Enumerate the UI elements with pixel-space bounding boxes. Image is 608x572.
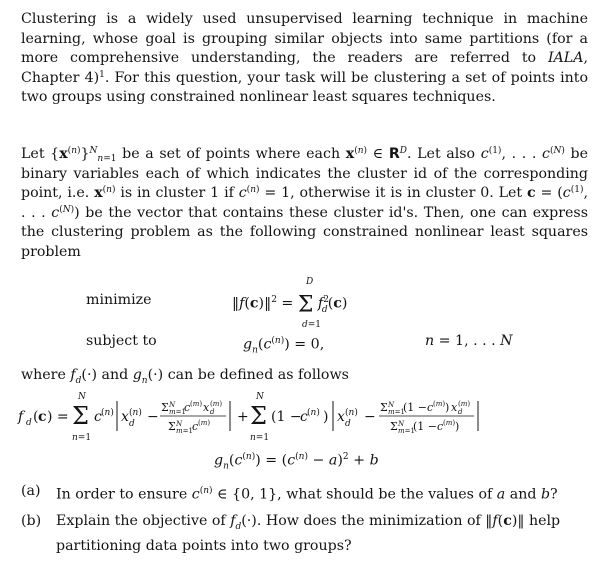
svg-text:(m): (m) [443, 419, 456, 427]
svg-text:(n): (n) [101, 408, 114, 418]
where-text-1: where [21, 367, 66, 383]
setup-text-1: Let [21, 146, 45, 162]
intro-text-2: , Chapter 4) [21, 50, 588, 86]
question-b-label: (b) [21, 513, 42, 529]
svg-text:): ) [323, 409, 329, 425]
svg-text:(1 −: (1 − [413, 420, 438, 433]
question-a: (a) In order to ensure $c^{(n)}$ ∈ {0, 1}, what should be the values of a and b? [21, 483, 558, 503]
where-text-2: and [101, 367, 129, 383]
fd-definition-equation [0, 386, 608, 448]
svg-text:(m): (m) [433, 400, 446, 408]
svg-text:(m): (m) [198, 419, 211, 427]
svg-text:c: c [184, 401, 191, 414]
where-line: where $f_d(\cdot)$ and $g_n(\cdot)$ can be defined as follows [21, 367, 349, 386]
subject-to-label: subject to [86, 333, 157, 349]
question-a-text-1: In order to ensure [56, 486, 188, 503]
setup-text-2: be a set of points where each [122, 146, 341, 162]
svg-text:d: d [26, 418, 32, 428]
svg-text:N: N [176, 420, 183, 428]
svg-text:Σ: Σ [72, 402, 89, 430]
svg-text:c: c [192, 420, 199, 433]
svg-text:N: N [169, 401, 176, 409]
svg-text:m=1: m=1 [176, 427, 193, 435]
svg-text:x: x [121, 409, 129, 425]
svg-text:x: x [203, 401, 210, 414]
question-b-text-1: Explain the objective of [56, 513, 226, 529]
svg-text:): ) [445, 401, 450, 414]
question-a-text-4: ? [550, 486, 558, 503]
svg-text:N: N [388, 401, 395, 409]
svg-text:Σ: Σ [168, 420, 176, 433]
constraint-range: n = 1, . . . N [425, 333, 513, 349]
question-a-label: (a) [21, 483, 41, 499]
svg-text:(1 −: (1 − [403, 401, 428, 414]
question-b-text-2: . How does the minimization of [256, 513, 481, 529]
minimize-label: minimize [86, 292, 152, 308]
svg-text:n=1: n=1 [250, 433, 270, 443]
svg-text:d: d [458, 408, 463, 416]
svg-text:N: N [256, 392, 264, 402]
svg-text:x: x [451, 401, 458, 414]
svg-text:(n): (n) [345, 408, 358, 418]
reference-iala: IALA [547, 50, 584, 66]
svg-text:Σ: Σ [380, 401, 388, 414]
svg-text:(: ( [33, 409, 39, 425]
objective-sum-upper: D [306, 277, 314, 287]
svg-text:n=1: n=1 [72, 433, 92, 443]
intro-text-3: . For this question, your task will be clustering a set of points into two groups using constrained nonlinear least squares techniques. [21, 69, 588, 105]
svg-text:d: d [129, 419, 135, 429]
intro-text: Clustering is a widely used unsupervised learning technique in machine learning, whose goal is grouping similar objects into same partitions (for a more comprehensive understanding, the readers are referred to [21, 11, 588, 66]
setup-text-6: otherwise it is in cluster 0. Let [299, 185, 523, 201]
svg-text:x: x [337, 409, 345, 425]
svg-text:(m): (m) [458, 400, 471, 408]
svg-text:d: d [210, 408, 215, 416]
svg-text:c: c [300, 409, 308, 425]
svg-text:c: c [94, 409, 102, 425]
svg-text:d: d [345, 419, 351, 429]
setup-text-7: be the vector that contains these cluster id's. Then, one can express the clustering problem as the following constrained nonlinear least squares problem [21, 204, 588, 260]
footnote-mark: 1 [99, 69, 105, 80]
svg-text:): ) [455, 420, 460, 433]
objective-equation: ‖f(c)‖$^2$ = Σ $f^2_d(c)$ [232, 292, 348, 318]
svg-text:(m): (m) [210, 400, 223, 408]
svg-text:Σ: Σ [161, 401, 169, 414]
svg-text:Σ: Σ [250, 402, 267, 430]
svg-text:+: + [237, 409, 249, 425]
setup-text-4: be binary variables each of which indicates the cluster id of the corresponding point, i.e. [21, 146, 588, 201]
svg-text:−: − [147, 409, 159, 425]
svg-text:) =: ) = [47, 409, 69, 425]
setup-text-3: Let also [417, 146, 476, 162]
svg-text:m=1: m=1 [388, 408, 405, 416]
svg-text:(n): (n) [307, 408, 320, 418]
svg-text:f: f [18, 409, 24, 425]
gn-definition-equation: $g_n(c^{(n)}) = (c^{(n)} - a)^2 + b$ [214, 452, 379, 472]
svg-text:(1 −: (1 − [271, 409, 302, 425]
svg-text:c: c [427, 401, 434, 414]
svg-text:m=1: m=1 [169, 408, 186, 416]
svg-text:N: N [398, 420, 405, 428]
svg-text:(m): (m) [190, 400, 203, 408]
question-b: (b) Explain the objective of $f_d(\cdot)$. How does the minimization of ‖f(c)‖ help partitioning data points into two groups? [21, 513, 561, 555]
question-a-text-2: what should be the values of [286, 486, 493, 503]
svg-text:(n): (n) [129, 408, 142, 418]
intro-paragraph [21, 10, 588, 108]
svg-text:m=1: m=1 [398, 427, 415, 435]
question-a-text-3: and [509, 486, 537, 503]
svg-text:c: c [38, 409, 47, 425]
question-b-text-3: help partitioning data points into two groups? [56, 513, 561, 555]
svg-text:Σ: Σ [390, 420, 398, 433]
where-text-3: can be defined as follows [167, 367, 349, 383]
svg-text:N: N [78, 392, 86, 402]
constraint-equation: $g_n(c^{(n)}) = 0$, [243, 336, 325, 356]
objective-sum-lower: d=1 [302, 320, 322, 330]
svg-text:−: − [364, 409, 376, 425]
setup-paragraph: Let $\{x^{(n)}\}^N_{n=1}$ be a set of points where each $x^{(n)}$ ∈ $R^D$. Let also $c^{(1)}$, . . . $c^{(N)}$ be binary variables each of which indicates the cluster id of the corresponding point, i.e. $x^{(n)}$ is in cluster 1 if $c^{(n)} = 1$, otherwise it is in cluster 0. Let $c = (c^{(1)}$, . . . $c^{(N)}$) be the vector that contains these cluster id's. Then, one can express the clustering problem as the following constrained nonlinear least squares problem [21, 146, 588, 260]
setup-text-5: is in cluster 1 if [120, 185, 234, 201]
svg-text:c: c [437, 420, 444, 433]
